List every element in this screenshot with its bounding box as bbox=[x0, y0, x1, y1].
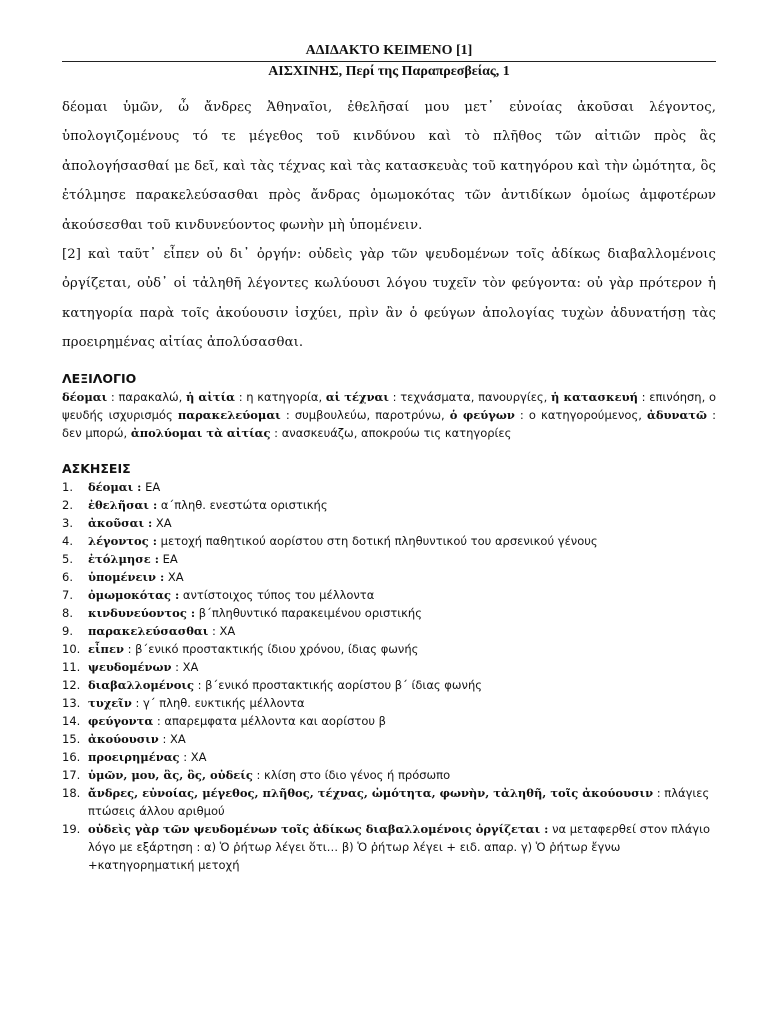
exercises-heading: ΑΣΚΗΣΕΙΣ bbox=[62, 460, 131, 476]
exercise-number: 19. bbox=[62, 821, 81, 836]
lexicon-paragraph bbox=[62, 388, 716, 442]
exercise-item bbox=[62, 748, 716, 766]
exercise-instruction: αντίστοιχος τύπος του μέλλοντα bbox=[179, 587, 375, 602]
lexicon-definition: : παρακαλώ, bbox=[107, 389, 186, 404]
exercise-item bbox=[62, 568, 716, 586]
exercise-item bbox=[62, 820, 716, 874]
lexicon-term: ἡ κατασκευή bbox=[551, 389, 638, 404]
lexicon-definition: : δεν μπορώ, bbox=[62, 407, 716, 440]
exercise-instruction: ΕΑ bbox=[158, 551, 178, 566]
lexicon-heading: ΛΕΞΙΛΟΓΙΟ bbox=[62, 370, 137, 386]
lexicon-term: ἀπολύομαι τὰ αἰτίας bbox=[130, 425, 271, 440]
exercise-number: 3. bbox=[62, 515, 73, 530]
exercise-term: λέγοντος : bbox=[88, 533, 157, 548]
exercise-term: παρακελεύσασθαι bbox=[88, 623, 209, 638]
document-title: ΑΔΙΔΑΚΤΟ ΚΕΙΜΕΝΟ [1] bbox=[62, 42, 716, 62]
greek-text-paragraph-1: δέομαι ὑμῶν, ὦ ἄνδρες Ἀθηναῖοι, ἐθελῆσαί μου μετ᾽ εὐνοίας ἀκοῦσαι λέγοντος, ὑπολογιζομένους τό τε μέγεθος τοῦ κινδύνου καὶ τὸ πλῆθος τῶν αἰτιῶν πρὸς ἃς ἀπολογήσασθαί με δεῖ, καὶ τὰς τέχνας καὶ τὰς κατασκευὰς τοῦ κατηγόρου καὶ τὴν ὠμότητα, ὃς ἐτόλμησε παρακελεύσασθαι πρὸς ἄνδρας ὀμωμοκότας τῶν ἀντιδίκων ὁμοίως ἀμφοτέρων ἀκούσεσθαι τοῦ κινδυνεύοντος φωνὴν μὴ ὑπομένειν. bbox=[62, 100, 716, 233]
exercise-instruction: : ΧΑ bbox=[179, 749, 207, 764]
exercise-number: 14. bbox=[62, 713, 81, 728]
exercise-number: 17. bbox=[62, 767, 81, 782]
exercise-item bbox=[62, 784, 716, 820]
exercise-number: 10. bbox=[62, 641, 81, 656]
exercise-number: 18. bbox=[62, 785, 81, 800]
exercise-item bbox=[62, 766, 716, 784]
exercise-instruction: : κλίση στο ίδιο γένος ή πρόσωπο bbox=[252, 767, 451, 782]
lexicon-term: ἀδυνατῶ bbox=[646, 407, 707, 422]
exercise-term: ὀμωμοκότας : bbox=[88, 587, 180, 602]
document-page bbox=[62, 42, 716, 874]
exercise-instruction: : ΧΑ bbox=[208, 623, 236, 638]
exercise-term: διαβαλλομένοις bbox=[88, 677, 194, 692]
exercise-term: ὑμῶν, μου, ἃς, ὃς, οὐδείς bbox=[88, 767, 253, 782]
exercise-item bbox=[62, 514, 716, 532]
exercise-term: οὐδεὶς γὰρ τῶν ψευδομένων τοῖς ἀδίκως διαβαλλομένοις ὀργίζεται : bbox=[88, 821, 549, 836]
exercise-instruction: : ΧΑ bbox=[171, 659, 199, 674]
lexicon-definition: : τεχνάσματα, πανουργίες, bbox=[388, 389, 552, 404]
exercise-item bbox=[62, 586, 716, 604]
exercise-item bbox=[62, 658, 716, 676]
exercise-number: 8. bbox=[62, 605, 73, 620]
exercise-term: ὑπομένειν : bbox=[88, 569, 165, 584]
exercises-list bbox=[62, 478, 716, 874]
exercise-item bbox=[62, 640, 716, 658]
exercise-instruction: β΄πληθυντικό παρακειμένου οριστικής bbox=[195, 605, 422, 620]
exercise-instruction: : β΄ενικό προστακτικής ίδιου χρόνου, ίδιας φωνής bbox=[123, 641, 419, 656]
lexicon-definition: : συμβουλεύω, παροτρύνω, bbox=[280, 407, 450, 422]
exercise-instruction: : γ΄ πληθ. ευκτικής μέλλοντα bbox=[131, 695, 305, 710]
exercise-number: 1. bbox=[62, 479, 73, 494]
exercise-item bbox=[62, 604, 716, 622]
exercise-item bbox=[62, 496, 716, 514]
exercise-instruction: : πλάγιες πτώσεις άλλου αριθμού bbox=[88, 785, 710, 818]
lexicon-definition: : η κατηγορία, bbox=[234, 389, 326, 404]
exercise-number: 12. bbox=[62, 677, 81, 692]
exercise-number: 15. bbox=[62, 731, 81, 746]
exercise-instruction: : ΧΑ bbox=[158, 731, 186, 746]
exercise-instruction: ΧΑ bbox=[152, 515, 172, 530]
exercise-instruction: μετοχή παθητικού αορίστου στη δοτική πληθυντικού του αρσενικού γένους bbox=[156, 533, 598, 548]
exercise-item bbox=[62, 712, 716, 730]
exercise-number: 2. bbox=[62, 497, 73, 512]
exercise-number: 11. bbox=[62, 659, 81, 674]
exercise-term: εἶπεν bbox=[88, 641, 124, 656]
exercise-number: 4. bbox=[62, 533, 73, 548]
exercise-term: φεύγοντα bbox=[88, 713, 154, 728]
exercise-item bbox=[62, 478, 716, 496]
exercise-number: 5. bbox=[62, 551, 73, 566]
lexicon-definition: : ανασκευάζω, αποκρούω τις κατηγορίες bbox=[270, 425, 512, 440]
exercise-number: 7. bbox=[62, 587, 73, 602]
exercise-term: ἐτόλμησε : bbox=[88, 551, 159, 566]
lexicon-term: ἡ αἰτία bbox=[186, 389, 235, 404]
exercise-term: κινδυνεύοντος : bbox=[88, 605, 196, 620]
exercise-item bbox=[62, 532, 716, 550]
exercise-item bbox=[62, 730, 716, 748]
exercise-item bbox=[62, 622, 716, 640]
exercise-term: τυχεῖν bbox=[88, 695, 132, 710]
exercise-item bbox=[62, 550, 716, 568]
exercise-instruction: ΧΑ bbox=[164, 569, 184, 584]
exercise-instruction: : β΄ενικό προστακτικής αορίστου β΄ ίδιας φωνής bbox=[194, 677, 482, 692]
exercise-instruction: να μεταφερθεί στον πλάγιο λόγο με εξάρτηση : α) Ὁ ῥήτωρ λέγει ὅτι… β) Ὁ ῥήτωρ λέγει + ειδ. απαρ. γ) Ὁ ῥήτωρ ἔγνω +κατηγορηματική μετοχή bbox=[88, 821, 711, 872]
exercise-term: δέομαι : bbox=[88, 479, 142, 494]
exercise-number: 16. bbox=[62, 749, 81, 764]
lexicon-term: παρακελεύομαι bbox=[177, 407, 281, 422]
exercise-number: 13. bbox=[62, 695, 81, 710]
exercise-item bbox=[62, 694, 716, 712]
lexicon-definition: : επινόηση, ο ψευδής ισχυρισμός bbox=[62, 389, 716, 422]
lexicon-term: δέομαι bbox=[62, 389, 108, 404]
exercise-number: 6. bbox=[62, 569, 73, 584]
exercise-number: 9. bbox=[62, 623, 73, 638]
greek-text-paragraph-2: [2] καὶ ταῦτ᾽ εἶπεν οὐ δι᾽ ὀργήν: οὐδεὶς γὰρ τῶν ψευδομένων τοῖς ἀδίκως διαβαλλομένοις ὀργίζεται, οὐδ᾽ οἱ τἀληθῆ λέγοντες κωλύουσι λόγου τυχεῖν τὸν φεύγοντα: οὐ γὰρ πρότερον ἡ κατηγορία παρὰ τοῖς ἀκούουσιν ἰσχύει, πρὶν ἂν ὁ φεύγων ἀπολογίας τυχὼν ἀδυνατήσῃ τὰς προειρημένας αἰτίας ἀπολύσασθαι. bbox=[62, 247, 716, 351]
exercise-term: ἀκοῦσαι : bbox=[88, 515, 153, 530]
exercise-term: ἄνδρες, εὐνοίας, μέγεθος, πλῆθος, τέχνας, ὠμότητα, φωνὴν, τἀληθῆ, τοῖς ἀκούουσιν bbox=[88, 785, 654, 800]
exercise-instruction: : απαρεμφατα μέλλοντα και αορίστου β bbox=[153, 713, 387, 728]
document-subtitle: ΑΙΣΧΙΝΗΣ, Περί της Παραπρεσβείας, 1 bbox=[268, 64, 510, 79]
exercise-term: ἀκούουσιν bbox=[88, 731, 159, 746]
lexicon-term: ὁ φεύγων bbox=[449, 407, 515, 422]
exercise-term: ψευδομένων bbox=[88, 659, 172, 674]
exercise-instruction: α΄πληθ. ενεστώτα οριστικής bbox=[157, 497, 328, 512]
exercise-item bbox=[62, 676, 716, 694]
lexicon-definition: : ο κατηγορούμενος, bbox=[514, 407, 647, 422]
exercise-instruction: ΕΑ bbox=[141, 479, 161, 494]
lexicon-term: αἱ τέχναι bbox=[325, 389, 389, 404]
exercise-term: ἐθελῆσαι : bbox=[88, 497, 158, 512]
exercise-term: προειρημένας bbox=[88, 749, 180, 764]
